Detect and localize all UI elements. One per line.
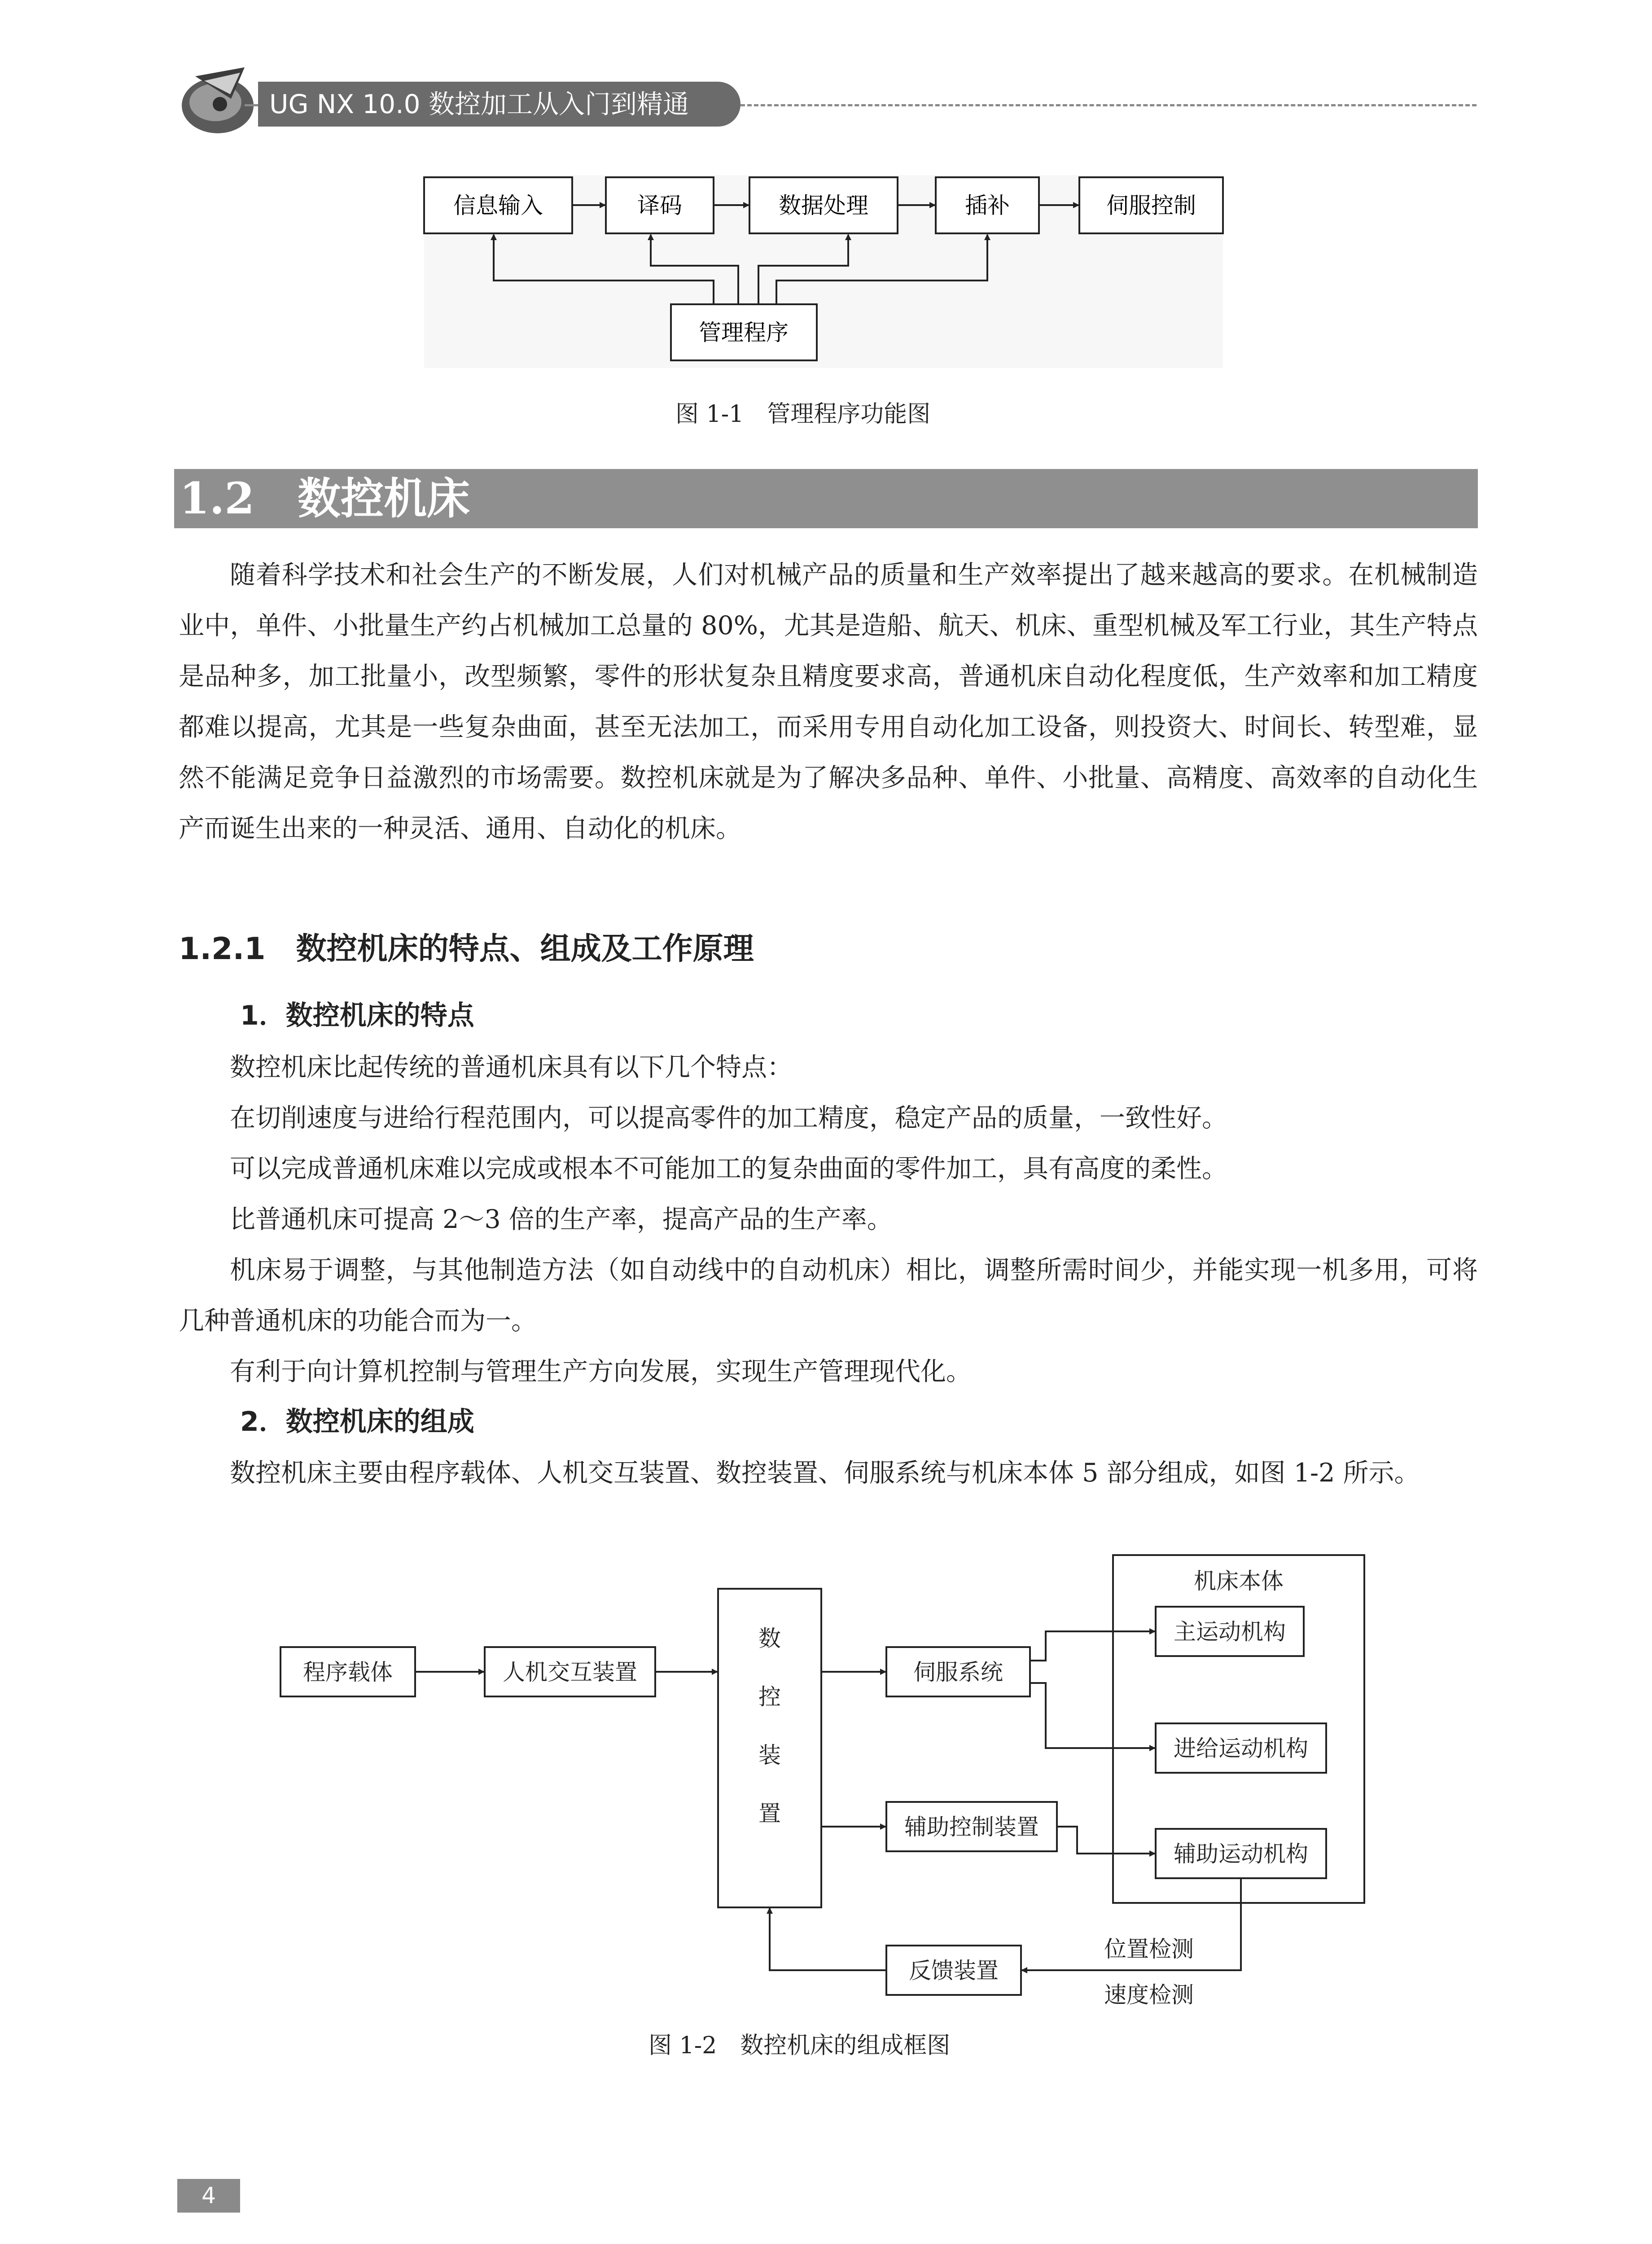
composition-heading: 2．数控机床的组成: [240, 1406, 474, 1438]
page-number: 4: [177, 2179, 240, 2213]
feature-item-3: 比普通机床可提高 2～3 倍的生产率，提高产品的生产率。: [230, 1205, 893, 1234]
svg-text:伺服控制: 伺服控制: [1106, 193, 1196, 219]
subsection-title: 1.2.1 数控机床的特点、组成及工作原理: [179, 931, 754, 967]
features-heading: 1．数控机床的特点: [240, 1000, 474, 1031]
header-rule-left: [245, 104, 258, 106]
svg-text:数: 数: [758, 1626, 781, 1652]
svg-text:位置检测: 位置检测: [1104, 1936, 1194, 1962]
figure-1-1-caption: 图 1-1 管理程序功能图: [675, 401, 931, 428]
svg-text:置: 置: [758, 1801, 781, 1827]
svg-text:控: 控: [758, 1684, 781, 1710]
svg-text:反馈装置: 反馈装置: [909, 1958, 999, 1984]
intro-text: 随着科学技术和社会生产的不断发展，人们对机械产品的质量和生产效率提出了越来越高的要求。在机械制造业中，单件、小批量生产约占机械加工总量的 80%，尤其是造船、航天、机床、重型机械及军工行业，其生产特点是品种多，加工批量小，改型频繁，零件的形状复杂且精度要求高，普通机床自动化程度低，生产效率和加工精度都难以提高，尤其是一些复杂曲面，甚至无法加工，而采用专用自动化加工设备，则投资大、时间长、转型难，显然不能满足竞争日益激烈的市场需要。数控机床就是为了解决多品种、单件、小批量、高精度、高效率的自动化生产而诞生出来的一种灵活、通用、自动化的机床。: [179, 560, 1478, 843]
svg-text:管理程序: 管理程序: [699, 320, 789, 346]
header-book-title: UG NX 10.0 数控加工从入门到精通: [269, 89, 689, 119]
svg-text:伺服系统: 伺服系统: [913, 1659, 1003, 1685]
figure-1-2-caption: 图 1-2 数控机床的组成框图: [649, 2032, 951, 2059]
svg-text:插补: 插补: [965, 193, 1010, 219]
intro-paragraph: [179, 550, 1478, 854]
svg-text:装: 装: [758, 1742, 781, 1768]
svg-text:信息输入: 信息输入: [453, 193, 543, 219]
svg-text:主运动机构: 主运动机构: [1174, 1619, 1286, 1645]
fig1-box-data-processing: [749, 177, 898, 233]
fig1-box-interpolation: [936, 177, 1039, 233]
fig1-box-servo-control: [1079, 177, 1223, 233]
features-lead: 数控机床比起传统的普通机床具有以下几个特点：: [230, 1052, 793, 1082]
svg-text:译码: 译码: [637, 193, 682, 219]
svg-text:机床本体: 机床本体: [1194, 1568, 1284, 1594]
figure-1-1-diagram: [404, 162, 1266, 373]
figure-1-2-diagram: [269, 1544, 1391, 2011]
header-logo-icon: [177, 63, 263, 139]
section-title: 1.2 数控机床: [180, 473, 470, 524]
feature-item-2: 可以完成普通机床难以完成或根本不可能加工的复杂曲面的零件加工，具有高度的柔性。: [230, 1154, 1227, 1183]
svg-text:数据处理: 数据处理: [779, 193, 868, 219]
feature-item-5: 有利于向计算机控制与管理生产方向发展，实现生产管理现代化。: [230, 1357, 972, 1386]
svg-text:进给运动机构: 进给运动机构: [1174, 1736, 1308, 1762]
svg-text:辅助运动机构: 辅助运动机构: [1174, 1841, 1308, 1867]
fig1-box-info-input: [424, 177, 572, 233]
composition-text: 数控机床主要由程序载体、人机交互装置、数控装置、伺服系统与机床本体 5 部分组成，如图 1-2 所示。: [230, 1458, 1420, 1488]
svg-text:速度检测: 速度检测: [1104, 1982, 1194, 2008]
feature-item-1: 在切削速度与进给行程范围内，可以提高零件的加工精度，稳定产品的质量，一致性好。: [230, 1103, 1227, 1133]
feature-item-4: 机床易于调整，与其他制造方法（如自动线中的自动机床）相比，调整所需时间少，并能实现一机多用，可将几种普通机床的功能合而为一。: [179, 1255, 1478, 1336]
fig1-box-decode: [606, 177, 714, 233]
header-rule: [741, 104, 1477, 106]
svg-text:人机交互装置: 人机交互装置: [503, 1659, 637, 1685]
fig1-box-management: [671, 304, 817, 360]
svg-text:程序载体: 程序载体: [303, 1659, 393, 1685]
svg-text:辅助控制装置: 辅助控制装置: [904, 1814, 1039, 1840]
